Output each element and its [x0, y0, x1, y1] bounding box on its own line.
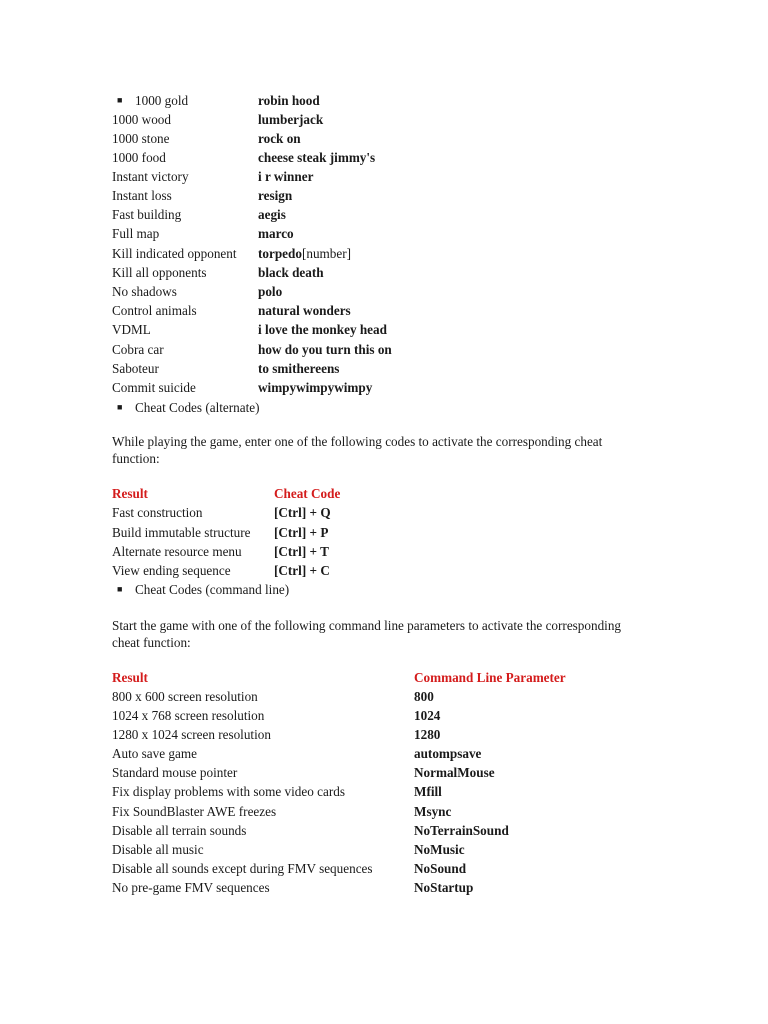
cheat-label: Full map — [112, 226, 160, 241]
cheat-label: Kill all opponents — [112, 265, 207, 280]
cheat-label: View ending sequence — [112, 563, 231, 578]
cheat-code: cheese steak jimmy's — [258, 150, 376, 165]
cheat-code: i love the monkey head — [258, 322, 387, 337]
cheat-label: Instant victory — [112, 169, 189, 184]
param-value: NormalMouse — [414, 765, 495, 780]
cheat-label: Kill indicated opponent — [112, 246, 237, 261]
param-label: Auto save game — [112, 746, 197, 761]
param-label: No pre-game FMV sequences — [112, 880, 270, 895]
param-label: Disable all sounds except during FMV sequences — [112, 861, 373, 876]
cheat-code: lumberjack — [258, 112, 324, 127]
cheat-label: 1000 food — [112, 150, 166, 165]
section-intro: Start the game with one of the following command line parameters to activate the corresponding cheat function: — [112, 618, 622, 650]
cheat-code-bold: torpedo — [258, 246, 302, 261]
param-value: 1024 — [414, 708, 441, 723]
cheat-code: resign — [258, 188, 293, 203]
section-heading: Cheat Codes (command line) — [135, 582, 290, 597]
header-result: Result — [112, 670, 148, 685]
cheat-code: marco — [258, 226, 294, 241]
cheat-code: natural wonders — [258, 303, 351, 318]
cheat-label: Commit suicide — [112, 380, 196, 395]
param-label: 1280 x 1024 screen resolution — [112, 727, 271, 742]
cheat-code: i r winner — [258, 169, 314, 184]
header-result: Result — [112, 486, 148, 501]
param-label: Fix display problems with some video cards — [112, 784, 345, 799]
param-label: Standard mouse pointer — [112, 765, 238, 780]
param-value: NoMusic — [414, 842, 465, 857]
param-value: NoTerrainSound — [414, 823, 509, 838]
cheat-code: wimpywimpywimpy — [258, 380, 373, 395]
cheat-label: Alternate resource menu — [112, 544, 242, 559]
cheat-label: No shadows — [112, 284, 177, 299]
cheat-code: [Ctrl] + P — [274, 525, 329, 540]
cheat-code: polo — [258, 284, 283, 299]
section-heading: Cheat Codes (alternate) — [135, 400, 260, 415]
square-bullet-icon: ■ — [117, 402, 123, 412]
cheat-code: rock on — [258, 131, 301, 146]
header-command-line-parameter: Command Line Parameter — [414, 670, 566, 685]
param-label: 1024 x 768 screen resolution — [112, 708, 265, 723]
cheat-label: Saboteur — [112, 361, 159, 376]
param-value: NoSound — [414, 861, 467, 876]
cheat-label: Instant loss — [112, 188, 172, 203]
cheat-code: robin hood — [258, 93, 320, 108]
cheat-code: how do you turn this on — [258, 342, 392, 357]
param-label: Disable all music — [112, 842, 204, 857]
cheat-label: Fast building — [112, 207, 182, 222]
param-value: NoStartup — [414, 880, 474, 895]
square-bullet-icon: ■ — [117, 584, 123, 594]
cheat-label: Cobra car — [112, 342, 164, 357]
cheat-label: 1000 wood — [112, 112, 171, 127]
param-label: Disable all terrain sounds — [112, 823, 247, 838]
cheat-code: [Ctrl] + T — [274, 544, 329, 559]
cheat-label: Fast construction — [112, 505, 203, 520]
cheat-code: to smithereens — [258, 361, 340, 376]
cheat-label: 1000 stone — [112, 131, 170, 146]
section-intro: While playing the game, enter one of the following codes to activate the corresponding cheat function: — [112, 434, 603, 466]
cheat-code — [258, 244, 351, 263]
param-label: Fix SoundBlaster AWE freezes — [112, 804, 277, 819]
param-label: 800 x 600 screen resolution — [112, 689, 258, 704]
param-value: 1280 — [414, 727, 441, 742]
cheat-label: Control animals — [112, 303, 197, 318]
cheat-label: Build immutable structure — [112, 525, 251, 540]
cheat-code: aegis — [258, 207, 286, 222]
param-value: Msync — [414, 804, 452, 819]
param-value: 800 — [414, 689, 434, 704]
square-bullet-icon: ■ — [117, 95, 123, 105]
cheat-code: [Ctrl] + C — [274, 563, 330, 578]
cheat-code: black death — [258, 265, 324, 280]
header-cheat-code: Cheat Code — [274, 486, 341, 501]
cheat-code-suffix: [number] — [301, 246, 352, 261]
param-value: Mfill — [414, 784, 442, 799]
cheat-code: [Ctrl] + Q — [274, 505, 331, 520]
cheat-label: VDML — [112, 322, 151, 337]
param-value: autompsave — [414, 746, 482, 761]
cheat-label: 1000 gold — [135, 93, 189, 108]
